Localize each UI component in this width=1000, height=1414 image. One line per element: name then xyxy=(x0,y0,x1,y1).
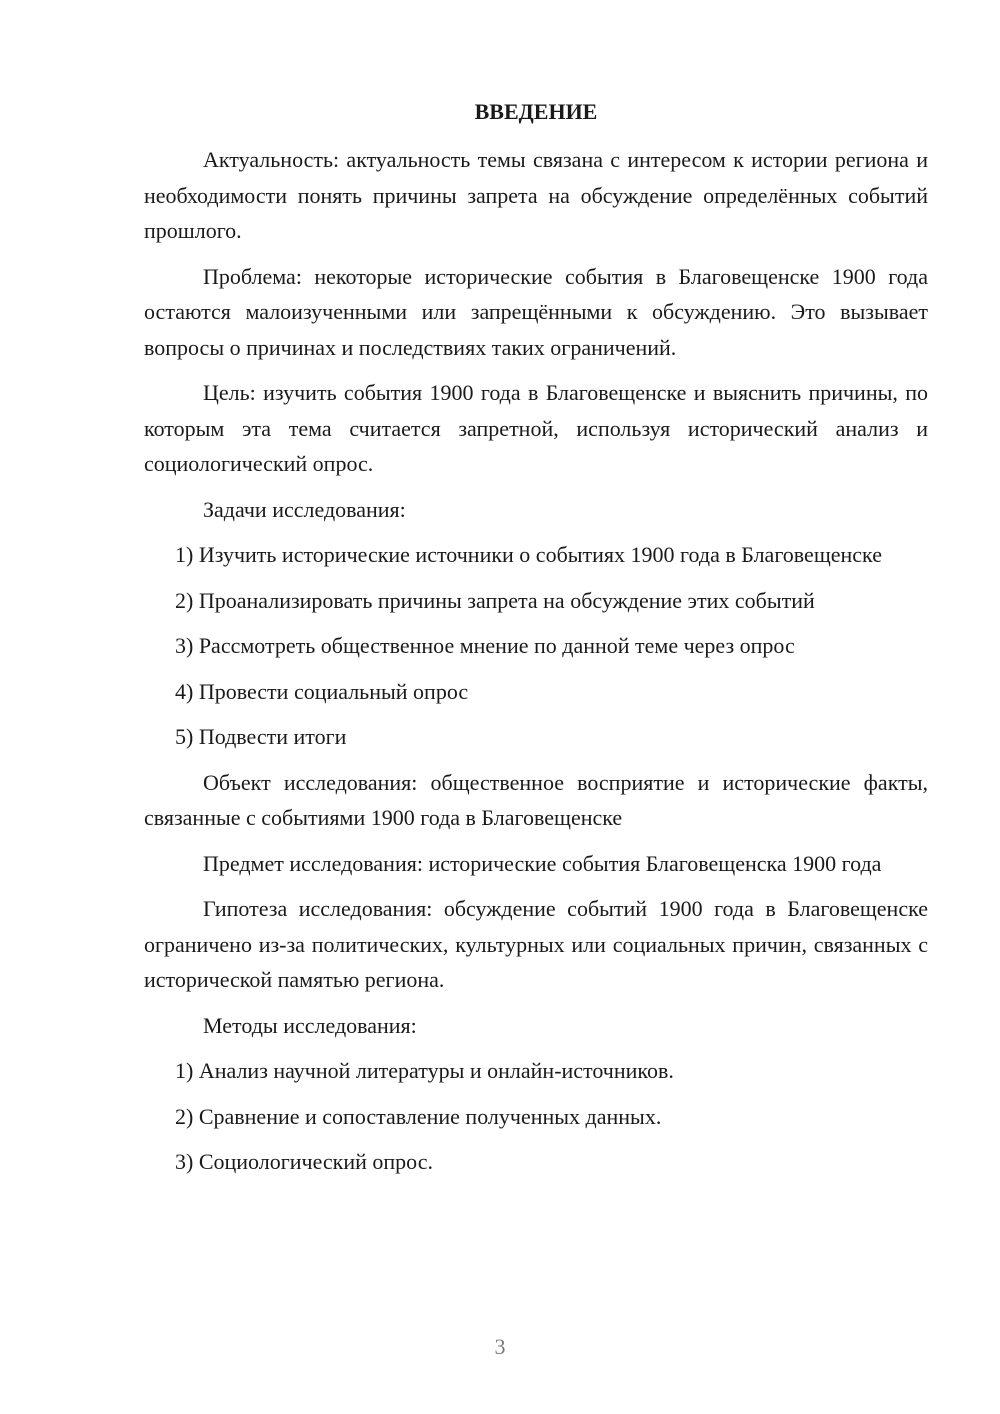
task-item: 3) Рассмотреть общественное мнение по данной теме через опрос xyxy=(175,633,795,658)
goal-paragraph: Цель: изучить события 1900 года в Благовещенске и выяснить причины, по которым эта тема считается запретной, используя исторический анализ и социологический опрос. xyxy=(144,380,928,476)
page-number: 3 xyxy=(494,1334,506,1359)
task-item: 5) Подвести итоги xyxy=(175,724,347,749)
subject-paragraph: Предмет исследования: исторические события Благовещенска 1900 года xyxy=(203,850,882,876)
task-item: 2) Проанализировать причины запрета на обсуждение этих событий xyxy=(175,587,815,613)
task-item: 1) Изучить исторические источники о событиях 1900 года в Благовещенске xyxy=(175,542,882,567)
method-item: 1) Анализ научной литературы и онлайн-источников. xyxy=(175,1058,674,1083)
relevance-paragraph: Актуальность: актуальность темы связана с интересом к истории региона и необходимости понять причины запрета на обсуждение определённых событий прошлого. xyxy=(144,147,928,243)
section-title: ВВЕДЕНИЕ xyxy=(474,99,598,124)
hypothesis-paragraph: Гипотеза исследования: обсуждение событий 1900 года в Благовещенске ограничено из-за политических, культурных или социальных причин, связанных с исторической памятью региона. xyxy=(144,896,928,992)
tasks-label: Задачи исследования: xyxy=(203,496,406,522)
methods-label: Методы исследования: xyxy=(203,1012,417,1038)
method-item: 2) Сравнение и сопоставление полученных данных. xyxy=(175,1103,662,1129)
document-body xyxy=(144,94,928,1190)
method-item: 3) Социологический опрос. xyxy=(175,1149,433,1174)
task-item: 4) Провести социальный опрос xyxy=(175,678,469,704)
problem-paragraph: Проблема: некоторые исторические события в Благовещенске 1900 года остаются малоизученными или запрещёнными к обсуждению. Это вызывает вопросы о причинах и последствиях таких ограничений. xyxy=(144,263,928,360)
object-paragraph: Объект исследования: общественное восприятие и исторические факты, связанные с событиями 1900 года в Благовещенске xyxy=(144,769,928,830)
